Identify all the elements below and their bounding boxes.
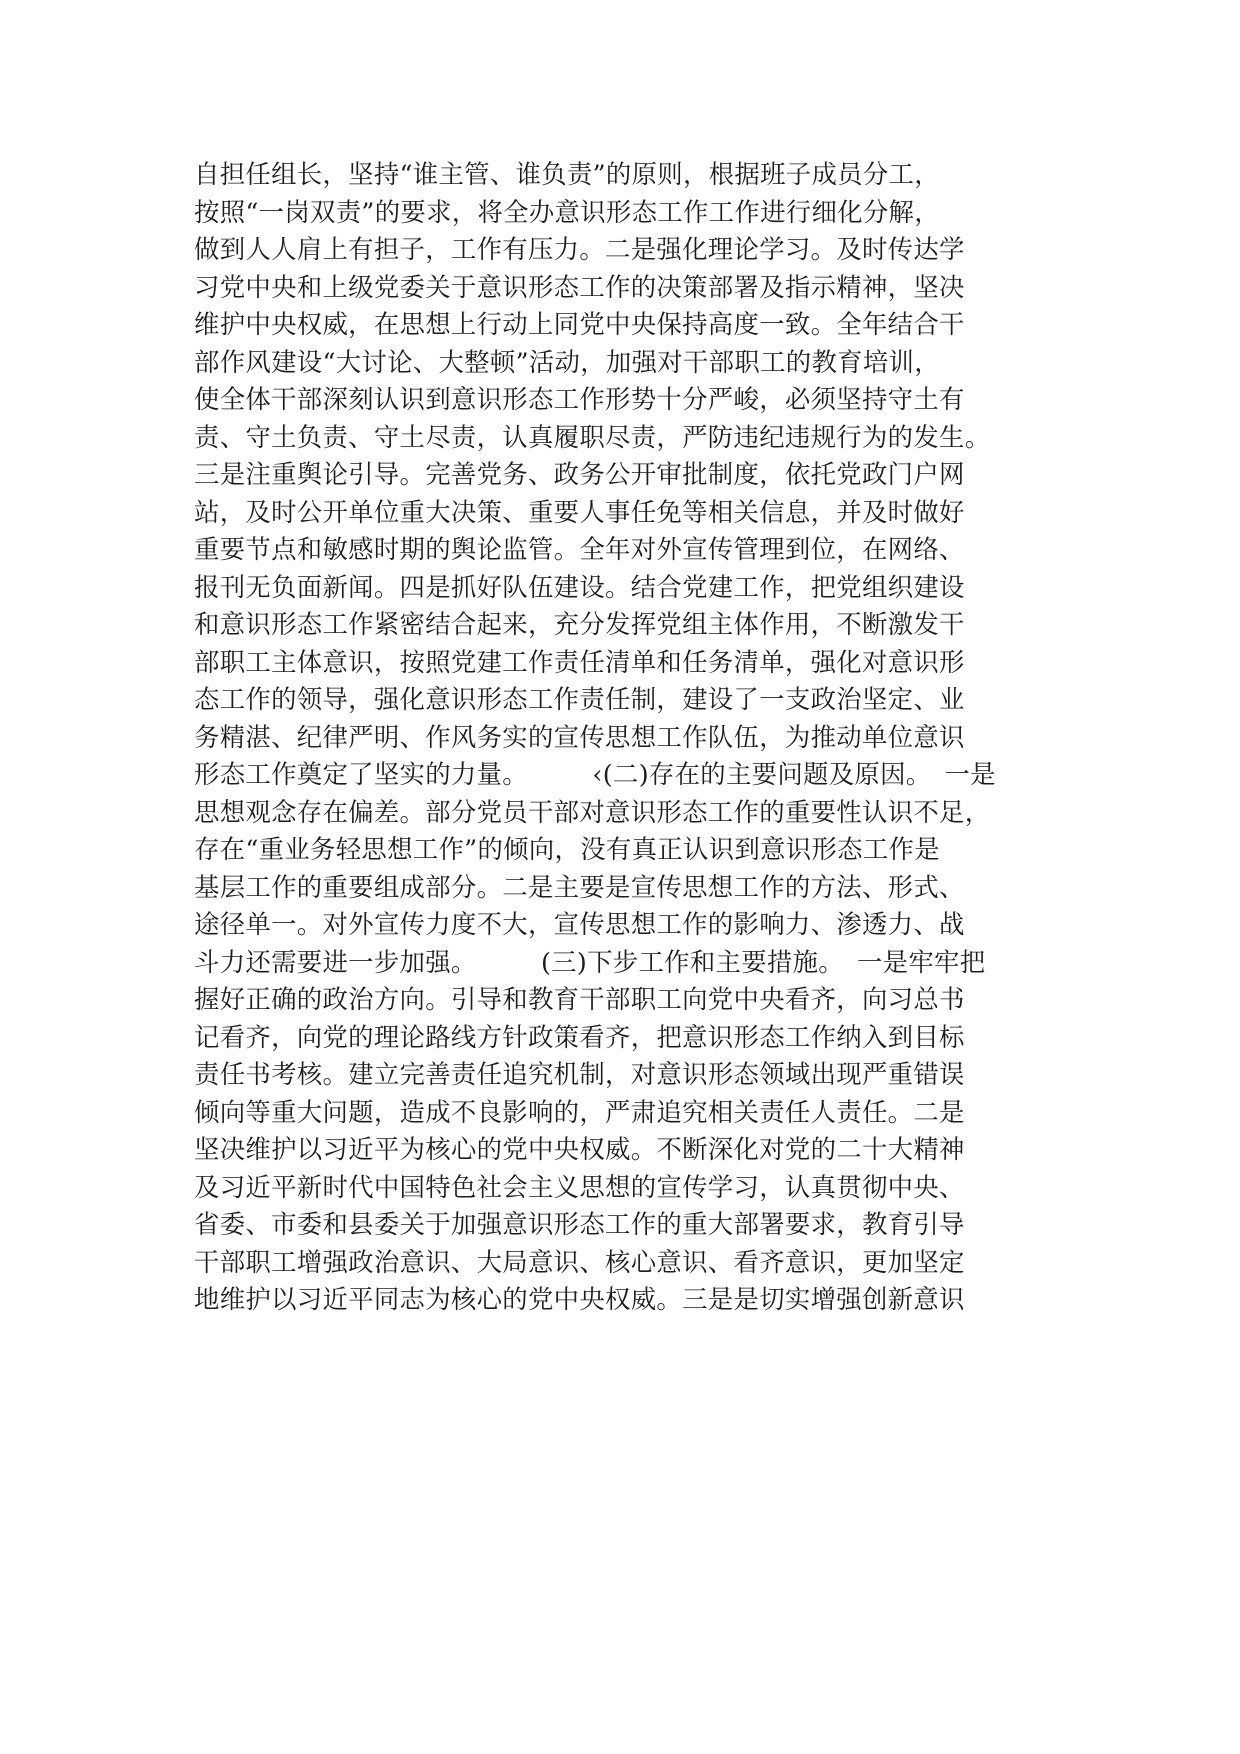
text-line: 自担任组长，坚持“谁主管、谁负责”的原则，根据班子成员分工，	[194, 159, 940, 189]
body-text	[194, 156, 1054, 1319]
text-line: 途径单一。对外宣传力度不大，宣传思想工作的影响力、渗透力、战	[194, 909, 965, 939]
text-line: 站，及时公开单位重大决策、重要人事任免等相关信息，并及时做好	[194, 496, 965, 527]
text-line: 态工作的领导，强化意识形态工作责任制，建设了一支政治坚定、业	[194, 684, 965, 714]
text-line: 责任书考核。建立完善责任追究机制，对意识形态领域出现严重错误	[194, 1059, 965, 1089]
text-line: 务精湛、纪律严明、作风务实的宣传思想工作队伍，为推动单位意识	[194, 721, 965, 752]
text-line: 报刊无负面新闻。四是抓好队伍建设。结合党建工作，把党组织建设	[194, 571, 965, 602]
text-line: 和意识形态工作紧密结合起来，充分发挥党组主体作用，不断激发干	[194, 609, 965, 639]
text-line: 三是注重舆论引导。完善党务、政务公开审批制度，依托党政门户网	[194, 459, 965, 489]
text-line: 基层工作的重要组成部分。二是主要是宣传思想工作的方法、形式、	[194, 871, 965, 902]
text-line: 部职工主体意识，按照党建工作责任清单和任务清单，强化对意识形	[194, 646, 965, 677]
text-line: 及习近平新时代中国特色社会主义思想的宣传学习，认真贯彻中央、	[194, 1171, 965, 1202]
text-line: 坚决维护以习近平为核心的党中央权威。不断深化对党的二十大精神	[194, 1134, 965, 1164]
text-line: 干部职工增强政治意识、大局意识、核心意识、看齐意识，更加坚定	[194, 1246, 965, 1277]
text-line: 重要节点和敏感时期的舆论监管。全年对外宣传管理到位，在网络、	[194, 534, 965, 564]
text-line: 记看齐，向党的理论路线方针政策看齐，把意识形态工作纳入到目标	[194, 1021, 965, 1052]
text-line: 斗力还需要进一步加强。 (三)下步工作和主要措施。 一是牢牢把	[194, 946, 986, 977]
text-line: 做到人人肩上有担子，工作有压力。二是强化理论学习。及时传达学	[194, 234, 965, 264]
text-line: 维护中央权威，在思想上行动上同党中央保持高度一致。全年结合干	[194, 309, 965, 339]
text-line: 习党中央和上级党委关于意识形态工作的决策部署及指示精神，坚决	[194, 271, 965, 302]
text-line: 省委、市委和县委关于加强意识形态工作的重大部署要求，教育引导	[194, 1209, 965, 1239]
text-line: 地维护以习近平同志为核心的党中央权威。三是是切实增强创新意识	[194, 1284, 965, 1314]
text-line: 思想观念存在偏差。部分党员干部对意识形态工作的重要性认识不足，	[194, 796, 991, 827]
text-line: 握好正确的政治方向。引导和教育干部职工向党中央看齐，向习总书	[194, 984, 965, 1014]
text-line: 倾向等重大问题，造成不良影响的，严肃追究相关责任人责任。二是	[194, 1096, 965, 1127]
text-line: 责、守土负责、守土尽责，认真履职尽责，严防违纪违规行为的发生。	[194, 421, 991, 452]
text-line: 使全体干部深刻认识到意识形态工作形势十分严峻，必须坚持守土有	[194, 384, 965, 414]
text-line: 部作风建设“大讨论、大整顿”活动，加强对干部职工的教育培训，	[194, 346, 940, 377]
text-line: 按照“一岗双责”的要求，将全办意识形态工作工作进行细化分解，	[194, 196, 940, 227]
text-line: 存在“重业务轻思想工作”的倾向，没有真正认识到意识形态工作是	[194, 834, 940, 864]
text-line: 形态工作奠定了坚实的力量。 ‹(二)存在的主要问题及原因。 一是	[194, 759, 996, 789]
